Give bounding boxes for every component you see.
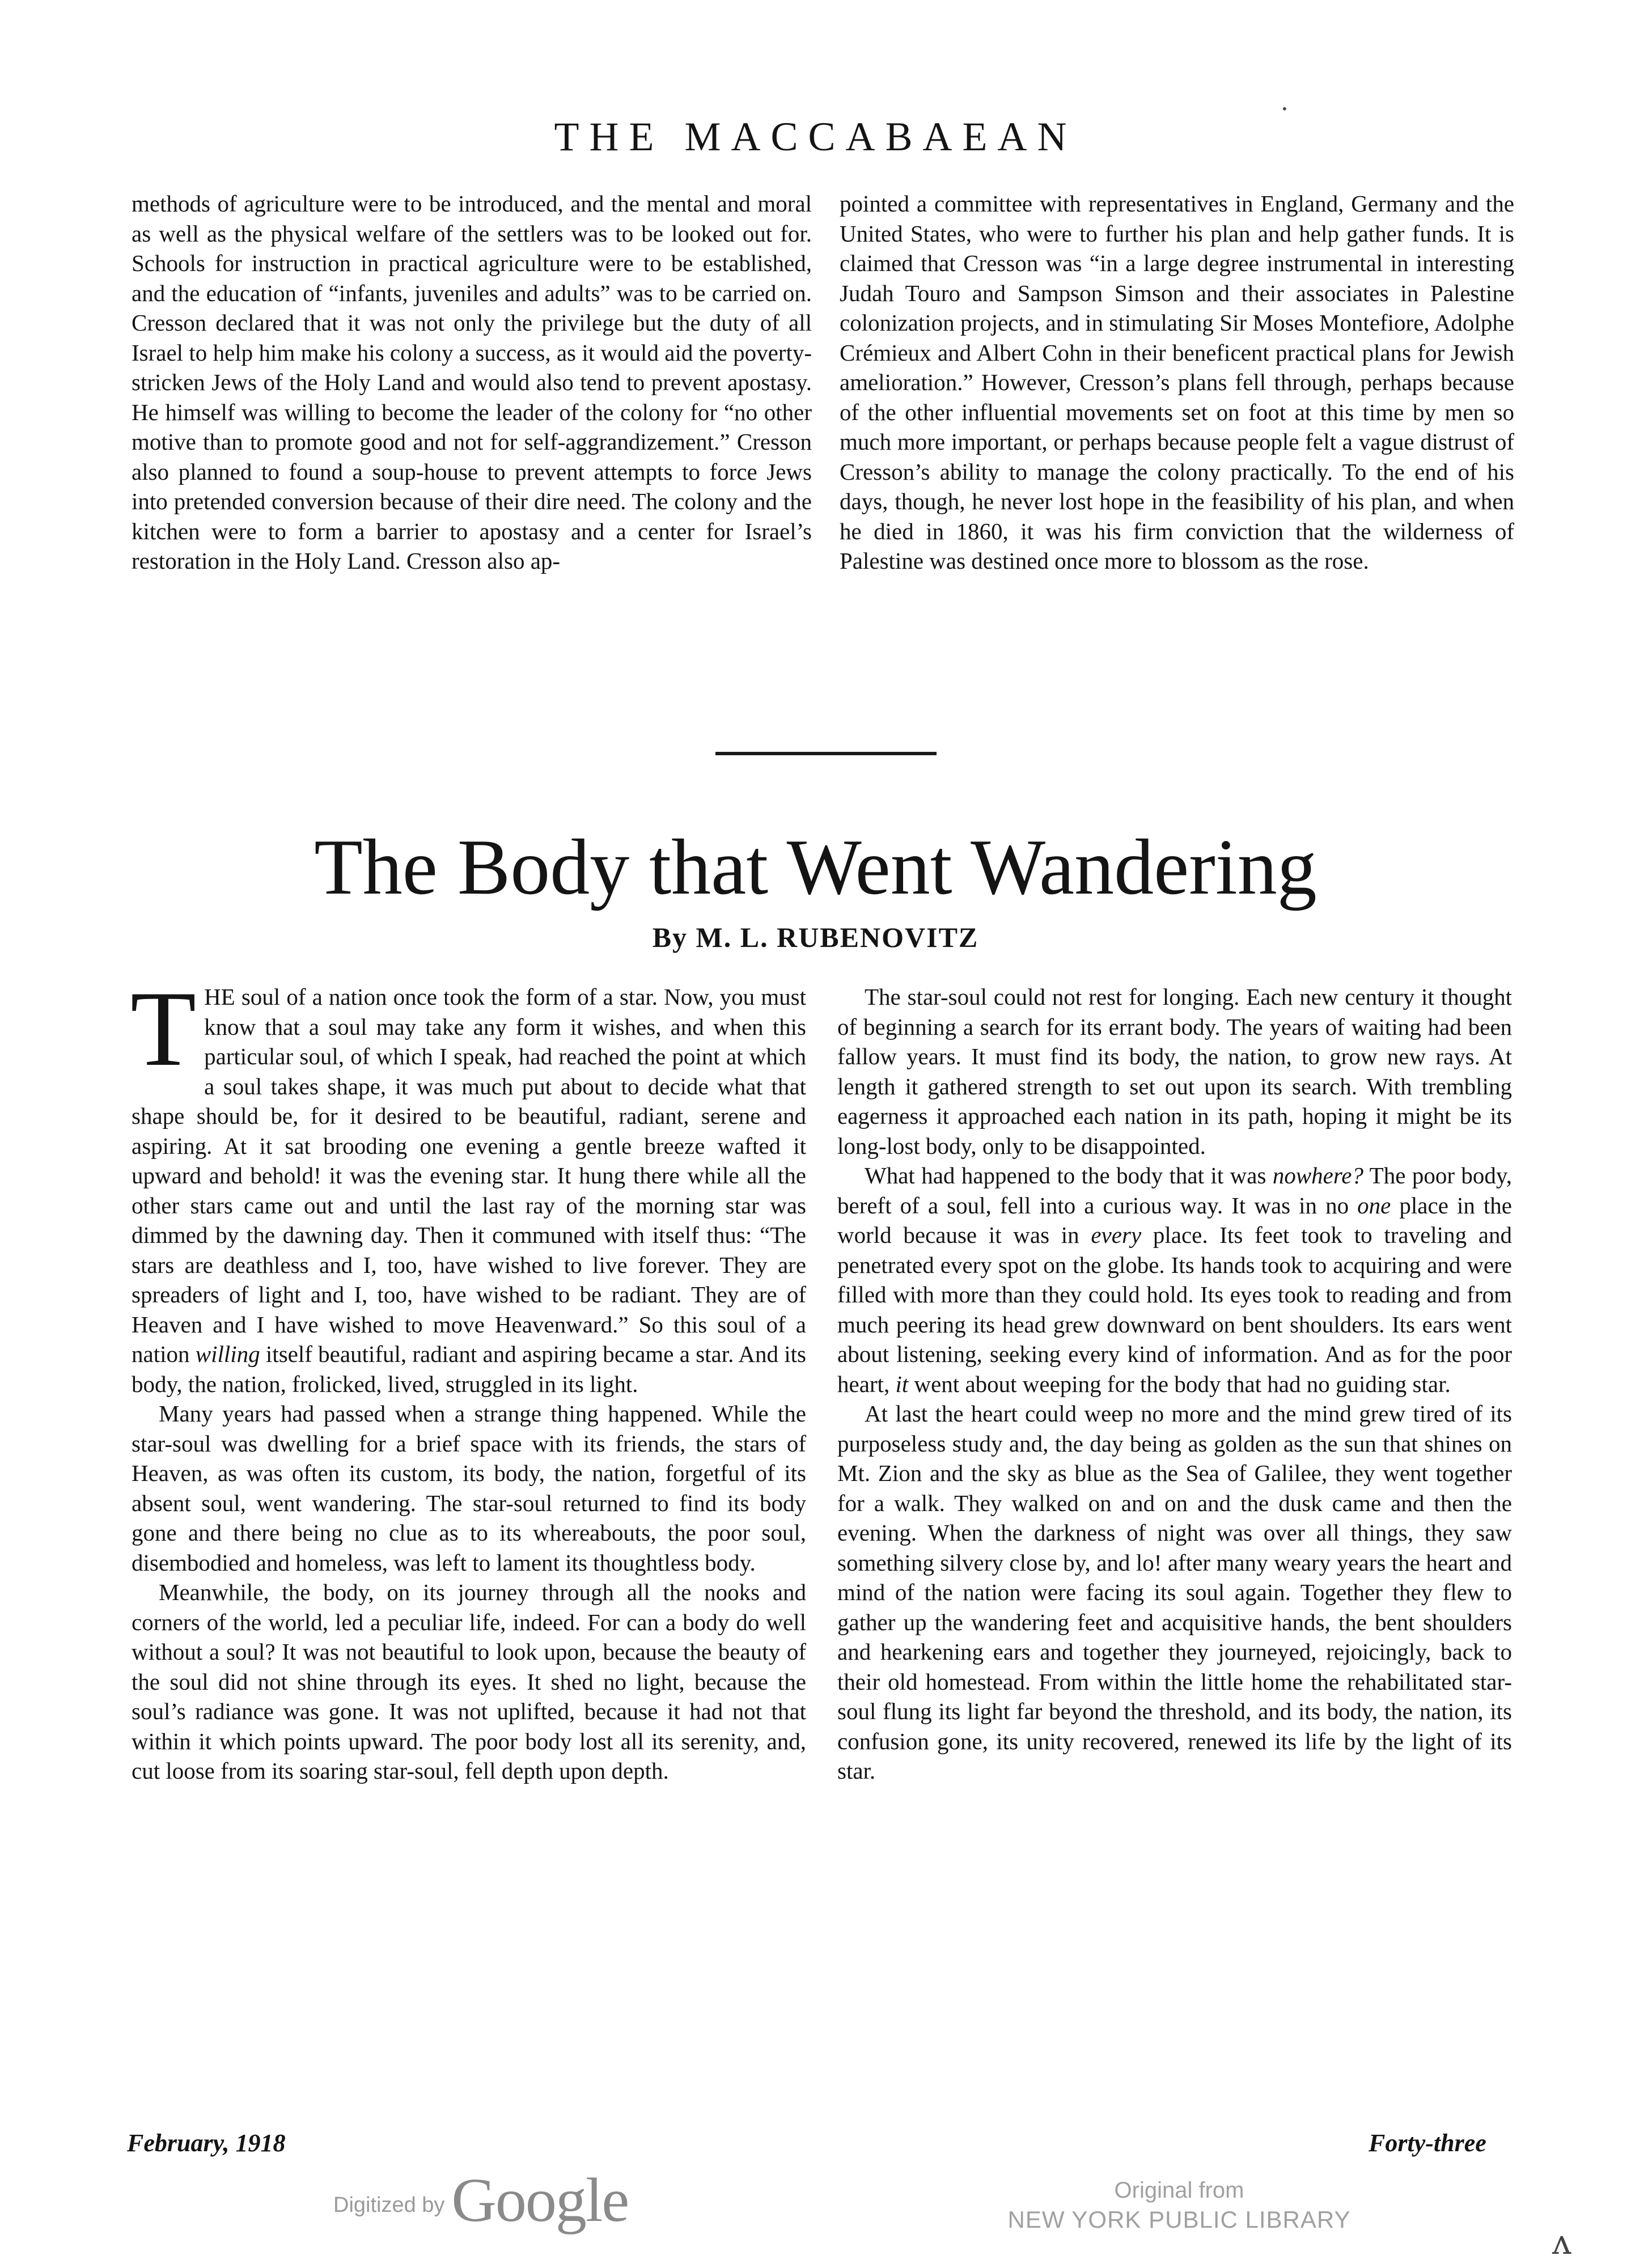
article-paragraph-3: Meanwhile, the body, on its journey through all the nooks and corners of the world, led a peculiar life, indeed. For can a body do well without a soul? It was not beautiful to look upon, because the beauty of the soul did not shine through its eyes. It shed no light, because the soul’s radiance was gone. It was not uplifted, because it had not that within it which points upward. The poor body lost all its serenity, and, cut loose from its soaring star-soul, fell depth upon depth.	[132, 1579, 806, 1784]
paragraph-5-emphasis-4: it	[895, 1370, 909, 1397]
article-paragraph-4: The star-soul could not rest for longing. Each new century it thought of beginning a search for its errant body. The years of waiting had been fallow years. It must find its body, the nation, to grow new rays. At length it gathered strength to set out upon its search. With trembling eagerness it approached each nation in its path, hoping it might be its long-lost body, only to be disappointed.	[837, 984, 1512, 1159]
preceding-article-text-right: pointed a committee with representatives in England, Germany and the United States, who were to further his plan and help gather funds. It is claimed that Cresson was “in a large degree instrumental in interesting Judah Touro and Sampson Simson and their associates in Palestine colonization projects, and in stimulating Sir Moses Montefiore, Adolphe Crémieux and Albert Cohn in their beneficent practical plans for Jewish amelioration.” However, Cresson’s plans fell through, perhaps because of the other influential movements set on foot at this time by men so much more important, or perhaps because people felt a vague distrust of Cresson’s ability to manage the colony practically. To the end of his days, though, he never lost hope in the feasibility of his plan, and when he died in 1860, it was his firm conviction that the wilderness of Palestine was destined once more to blossom as the rose.	[840, 191, 1514, 574]
paragraph-1-text-a: HE soul of a nation once took the form of a star. Now, you must know that a soul may take any form it wishes, and when this particular soul, of which I speak, had reached the point at which a soul takes shape, it was much put about to decide what that shape should be, for it desired to be beautiful, radiant, serene and aspiring. At it sat brooding one evening a gentle breeze wafted it upward and behold! it was the evening star. It hung there while all the other stars came out and until the last ray of the morning star was dimmed by the dawning day. Then it communed with itself thus: “The stars are deathless and I, too, have wished to live forever. They are spreaders of light and I, too, have wished to be radiant. They are of Heaven and I have wished to move Heavenward.” So this soul of a nation	[132, 984, 806, 1367]
paragraph-5-emphasis-2: one	[1357, 1192, 1391, 1218]
drop-cap: T	[130, 970, 197, 1089]
article-left-column	[130, 970, 806, 1786]
article-paragraph-1	[130, 970, 806, 1399]
article-paragraph-5	[837, 1161, 1512, 1399]
article-byline: By M. L. RUBENOVITZ	[652, 921, 979, 953]
footer-date: February, 1918	[127, 2129, 286, 2157]
running-header: THE MACCABAEAN	[554, 114, 1077, 159]
preceding-article-text-left: methods of agriculture were to be introduced, and the mental and moral as well as the physical welfare of the settlers was to be looked out for. Schools for instruction in practical agriculture were to be established, and the education of “infants, juveniles and adults” was to be carried on. Cresson declared that it was not only the privilege but the duty of all Israel to help him make his colony a success, as it would aid the poverty-stricken Jews of the Holy Land and would also tend to prevent apostasy. He himself was willing to become the leader of the colony for “no other motive than to promote good and not for self-aggrandizement.” Cresson also planned to found a soup-house to prevent attempts to force Jews into pretended conversion because of their dire need. The colony and the kitchen were to form a barrier to apostasy and a center for Israel’s restoration in the Holy Land. Cresson also ap-	[132, 191, 812, 574]
preceding-article-right-column	[840, 189, 1514, 576]
original-source-watermark	[964, 2176, 1395, 2235]
paragraph-5-text-e: went about weeping for the body that had no guiding star.	[908, 1370, 1451, 1397]
scan-speck: •	[1281, 102, 1288, 116]
preceding-article-left-column	[132, 189, 812, 576]
digitized-by-label: Digitized by	[333, 2193, 445, 2217]
article-paragraph-2: Many years had passed when a strange thing happened. While the star-soul was dwelling for a brief space with its friends, the stars of Heaven, as was often its custom, its body, the nation, forgetful of its absent soul, went wandering. The star-soul returned to find its body gone and there being no clue as to its whereabouts, the poor soul, disembodied and homeless, was left to lament its thoughtless body.	[132, 1400, 806, 1576]
google-logo: Google	[451, 2165, 629, 2235]
paragraph-5-text-c: place in the world because it was in	[837, 1192, 1512, 1248]
page-edge-mark: ʌ	[1552, 2223, 1571, 2262]
paragraph-1-emphasis: willing	[195, 1341, 260, 1367]
section-divider-rule	[715, 752, 937, 755]
article-paragraph-6: At last the heart could weep no more and the mind grew tired of its purposeless study and, the day being as golden as the sun that shines on Mt. Zion and the sky as blue as the Sea of Galilee, they went together for a walk. They walked on and on and the dusk came and then the evening. When the darkness of night was over all things, they saw something silvery close by, and lo! after many weary years the heart and mind of the nation were facing its soul again. Together they flew to gather up the wandering feet and acquisitive hands, the bent shoulders and hearkening ears and together they journeyed, rejoicingly, back to their old homestead. From within the little home the rehabilitated star-soul flung its light far beyond the threshold, and its body, the nation, its confusion gone, its unity recovered, renewed its life by the light of its star.	[837, 1400, 1512, 1784]
paragraph-5-emphasis-3: every	[1091, 1222, 1142, 1248]
original-from-label: Original from	[1114, 2178, 1244, 2203]
paragraph-5-text-b: The poor body, bereft of a soul, fell into a curious way. It was in no	[837, 1162, 1512, 1218]
paragraph-5-text-a: What had happened to the body that it was	[865, 1162, 1273, 1188]
article-title: The Body that Went Wandering	[314, 823, 1317, 911]
paragraph-5-emphasis-1: nowhere?	[1272, 1162, 1363, 1188]
footer-page-number: Forty-three	[1369, 2129, 1486, 2157]
digitized-by-watermark	[333, 2166, 628, 2234]
paragraph-5-text-d: place. Its feet took to traveling and penetrated every spot on the globe. Its hands took to acquiring and were filled with more than they could hold. Its eyes took to reading and from much peering its head grew downward on bent shoulders. Its ears went about listening, seeking every kind of information. And as for the poor heart,	[837, 1222, 1512, 1397]
article-right-column	[837, 982, 1512, 1786]
paragraph-1-text-b: itself beautiful, radiant and aspiring became a star. And its body, the nation, frolicked, lived, struggled in its light.	[132, 1341, 806, 1397]
library-name: NEW YORK PUBLIC LIBRARY	[1007, 2206, 1351, 2233]
